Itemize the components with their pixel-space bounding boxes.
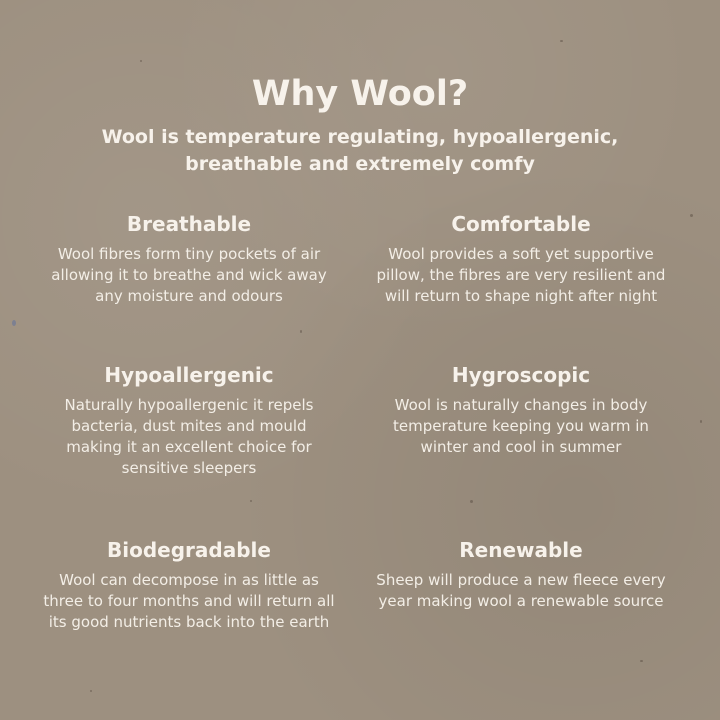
feature-description [356, 570, 686, 612]
description-line: making it an excellent choice for [66, 438, 312, 456]
subtitle-line: breathable and extremely comfy [185, 153, 535, 175]
description-line: three to four months and will return all [43, 592, 335, 610]
feature-description [356, 244, 686, 307]
feature-comfortable [356, 212, 686, 307]
description-line: Wool provides a soft yet supportive [388, 245, 654, 263]
feature-heading: Breathable [126, 212, 252, 236]
feature-renewable [356, 538, 686, 612]
feature-heading: Hygroscopic [451, 363, 591, 387]
description-line: any moisture and odours [95, 287, 283, 305]
feature-breathable [24, 212, 354, 307]
feature-biodegradable [24, 538, 354, 633]
feature-description [24, 244, 354, 307]
description-line: pillow, the fibres are very resilient and [376, 266, 666, 284]
feature-heading: Hypoallergenic [104, 363, 274, 387]
feature-hypoallergenic [24, 363, 354, 479]
description-line: will return to shape night after night [384, 287, 658, 305]
description-line: Wool is naturally changes in body [394, 396, 648, 414]
description-line: Naturally hypoallergenic it repels [64, 396, 314, 414]
description-line: bacteria, dust mites and mould [71, 417, 307, 435]
description-line: allowing it to breathe and wick away [51, 266, 327, 284]
feature-description [24, 570, 354, 633]
feature-description [356, 395, 686, 458]
feature-description [24, 395, 354, 479]
description-line: sensitive sleepers [121, 459, 257, 477]
description-line: year making wool a renewable source [378, 592, 664, 610]
description-line: temperature keeping you warm in [393, 417, 649, 435]
feature-heading: Comfortable [451, 212, 591, 236]
page-title: Why Wool? [251, 74, 469, 114]
feature-heading: Renewable [459, 538, 583, 562]
description-line: its good nutrients back into the earth [48, 613, 330, 631]
page-subtitle [0, 124, 720, 178]
description-line: Wool fibres form tiny pockets of air [57, 245, 321, 263]
description-line: Wool can decompose in as little as [59, 571, 319, 589]
description-line: Sheep will produce a new fleece every [376, 571, 666, 589]
feature-hygroscopic [356, 363, 686, 458]
subtitle-line: Wool is temperature regulating, hypoallergenic, [101, 126, 619, 148]
feature-heading: Biodegradable [107, 538, 271, 562]
description-line: winter and cool in summer [420, 438, 622, 456]
